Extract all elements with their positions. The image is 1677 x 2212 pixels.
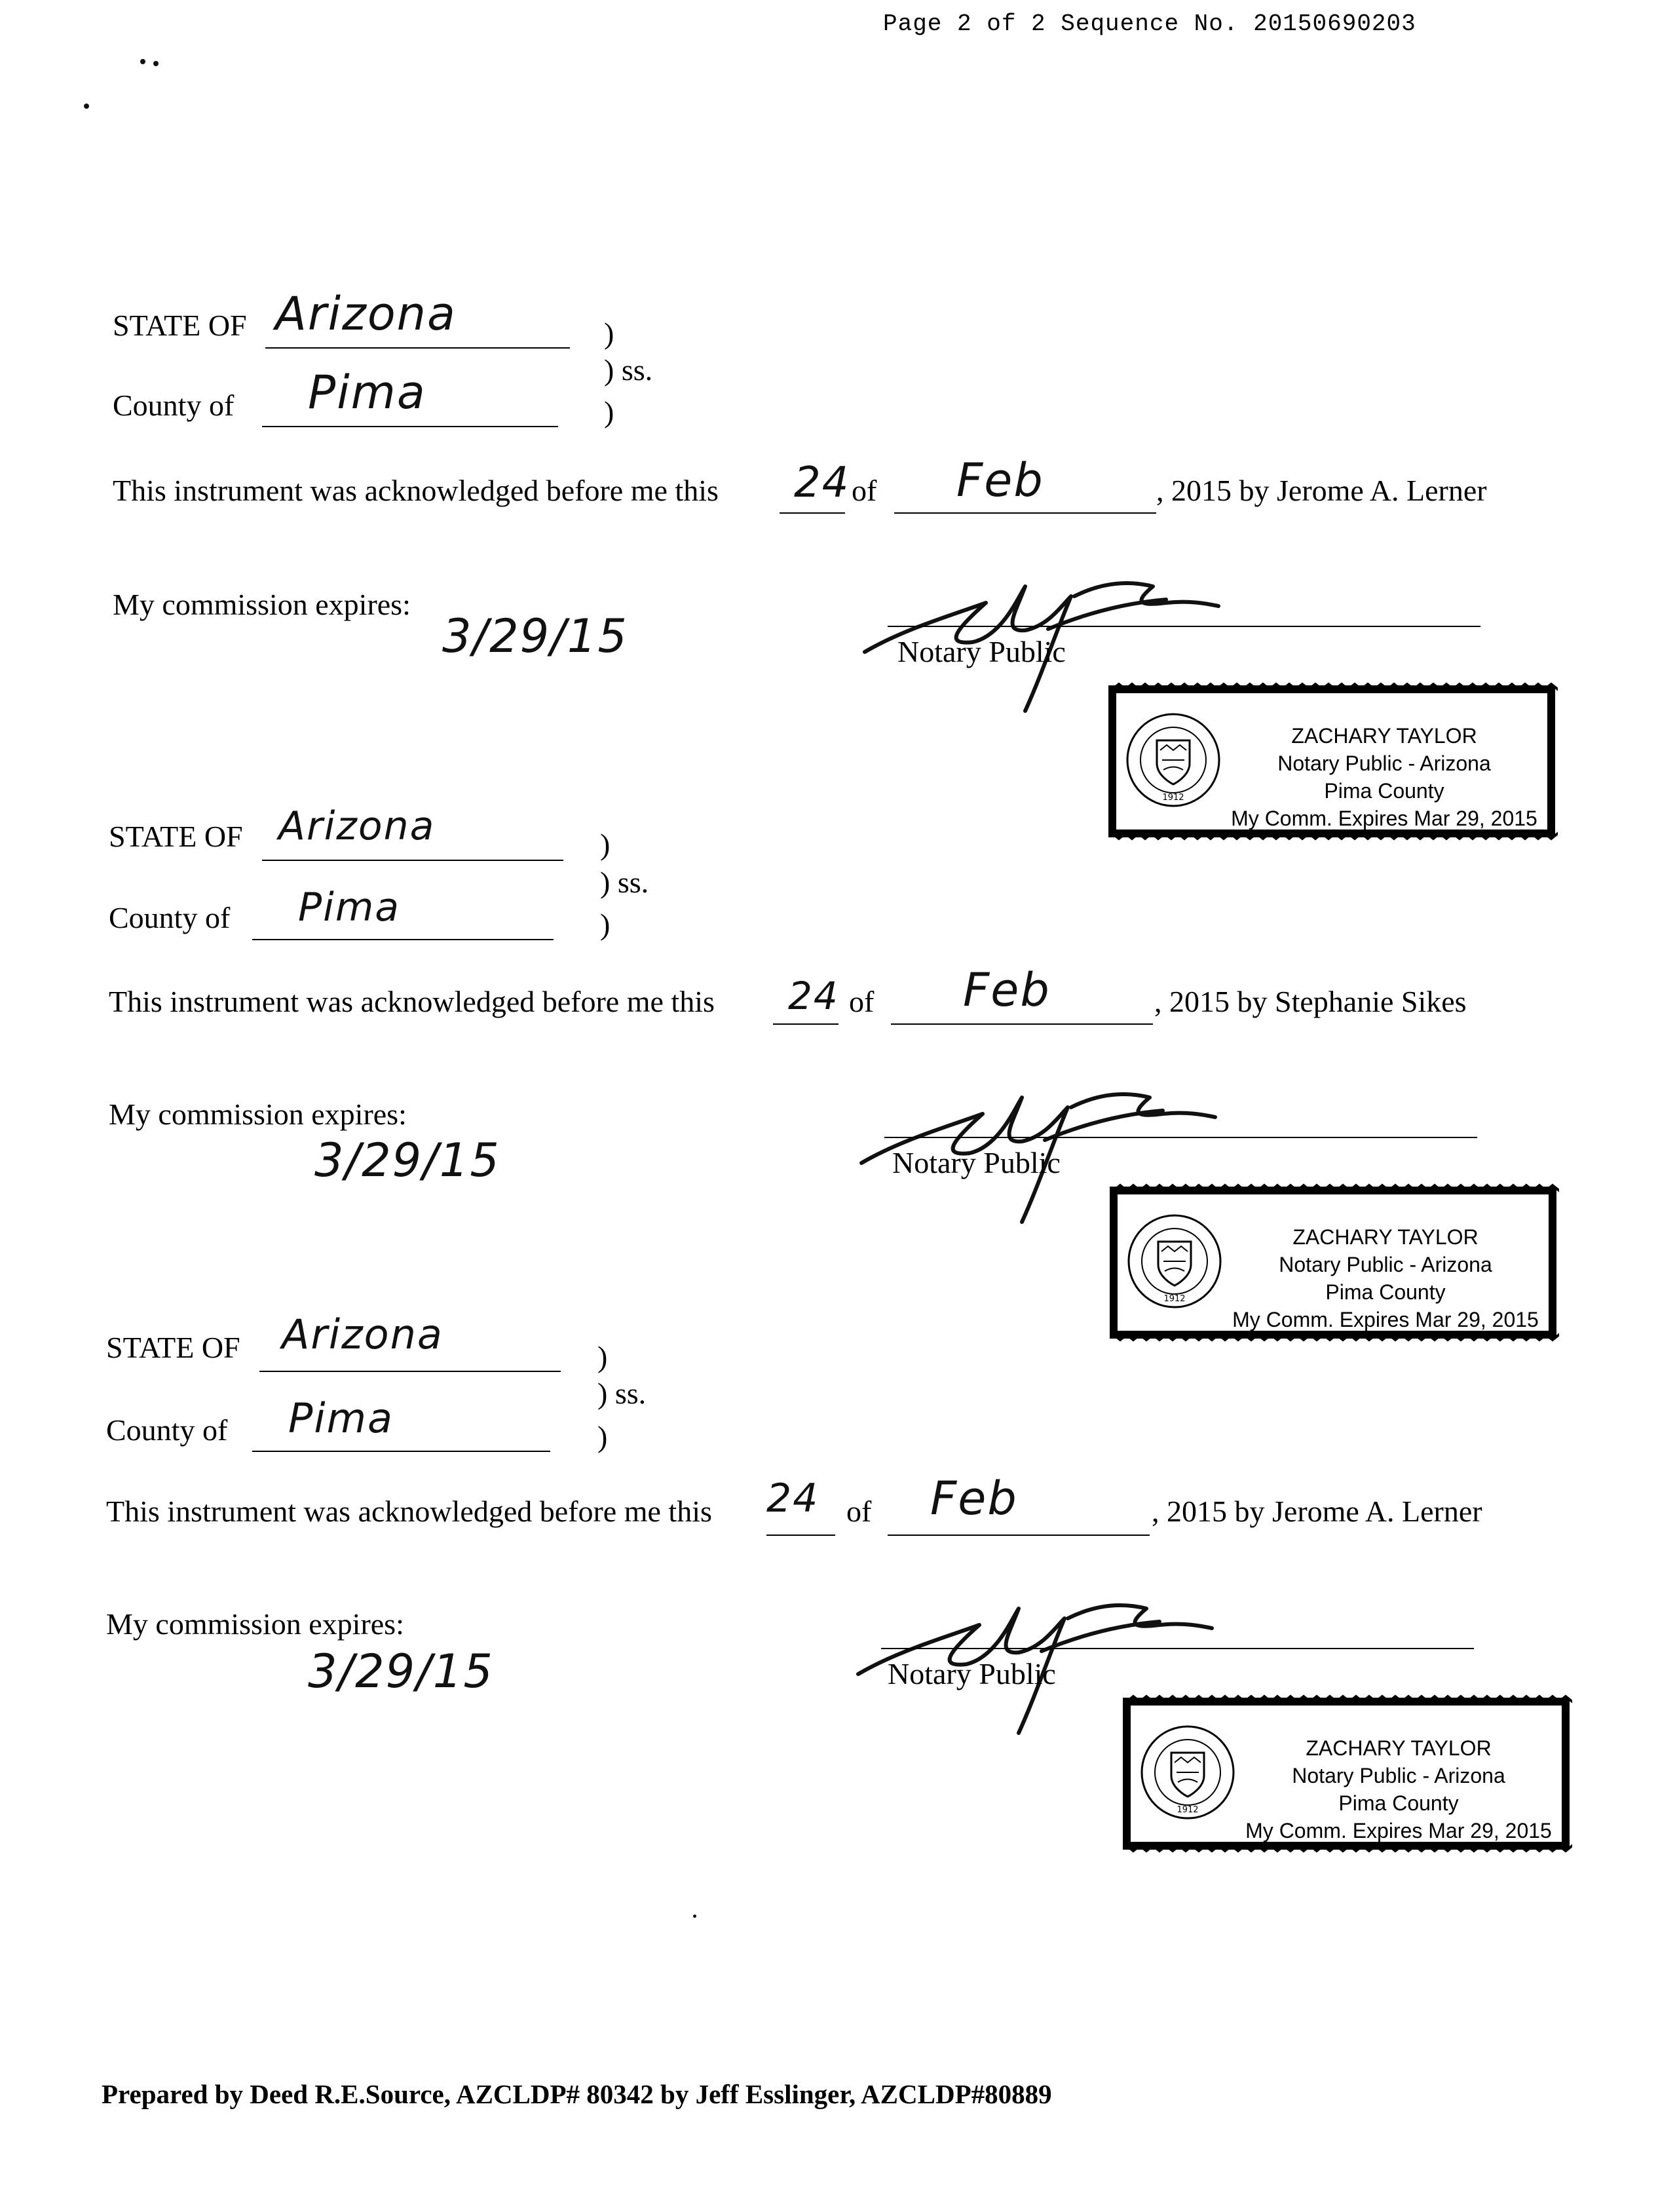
- state-of-label: STATE OF: [109, 820, 243, 853]
- notary-stamp: [1120, 1694, 1572, 1854]
- stamp-expiration: My Comm. Expires Mar 29, 2015: [1245, 1819, 1552, 1842]
- preparer-footer: Prepared by Deed R.E.Source, AZCLDP# 80342 by Jeff Esslinger, AZCLDP#80889: [102, 2079, 1052, 2109]
- stamp-notary-name: ZACHARY TAYLOR: [1292, 1225, 1479, 1249]
- scan-speck: [693, 1915, 696, 1918]
- county-handwritten: Pima: [298, 885, 401, 930]
- stamp-notary-name: ZACHARY TAYLOR: [1291, 724, 1477, 748]
- state-handwritten: Arizona: [282, 1310, 443, 1358]
- day-handwritten: 24: [788, 974, 839, 1018]
- arizona-state-seal-icon: [1139, 1723, 1237, 1821]
- day-handwritten: 24: [794, 459, 850, 507]
- scan-speck: [153, 61, 159, 66]
- stamp-notary-title: Notary Public - Arizona: [1277, 752, 1491, 775]
- notary-acknowledgment-block-3: [0, 1291, 1677, 1946]
- month-line: [888, 1535, 1150, 1536]
- svg-text:1912: 1912: [1163, 1294, 1186, 1304]
- month-handwritten: Feb: [963, 963, 1051, 1017]
- acknowledgment-text: This instrument was acknowledged before me this: [109, 985, 715, 1018]
- notary-public-label: Notary Public: [897, 635, 1066, 668]
- state-handwritten: Arizona: [278, 803, 436, 849]
- notary-signature-line: [888, 626, 1480, 627]
- scan-speck: [140, 59, 145, 64]
- month-handwritten: Feb: [930, 1472, 1018, 1525]
- commission-label: My commission expires:: [106, 1607, 404, 1641]
- stamp-expiration: My Comm. Expires Mar 29, 2015: [1232, 1308, 1539, 1331]
- state-handwritten: Arizona: [275, 287, 457, 341]
- ss-label: ) ss.: [597, 1377, 647, 1410]
- county-handwritten: Pima: [308, 366, 426, 419]
- notary-public-label: Notary Public: [892, 1146, 1061, 1179]
- page-sequence-header: Page 2 of 2 Sequence No. 20150690203: [883, 10, 1416, 37]
- county-line: [262, 426, 558, 427]
- month-handwritten: Feb: [956, 453, 1044, 507]
- commission-label: My commission expires:: [113, 588, 411, 621]
- state-line: [259, 1371, 561, 1372]
- stamp-notary-title: Notary Public - Arizona: [1292, 1764, 1505, 1787]
- notary-signature-line: [884, 1137, 1477, 1138]
- of-label: of: [849, 985, 875, 1018]
- svg-text:1912: 1912: [1162, 793, 1184, 803]
- year-and-signer: , 2015 by Jerome A. Lerner: [1156, 474, 1487, 507]
- ss-label: ) ss.: [600, 866, 649, 899]
- paren: ): [604, 316, 614, 350]
- county-line: [252, 939, 554, 940]
- acknowledgment-text: This instrument was acknowledged before me this: [106, 1495, 712, 1528]
- ss-label: ) ss.: [604, 353, 653, 387]
- state-of-label: STATE OF: [106, 1331, 240, 1364]
- day-line: [766, 1535, 835, 1536]
- notary-public-label: Notary Public: [888, 1657, 1056, 1690]
- month-line: [891, 1023, 1153, 1025]
- acknowledgment-text: This instrument was acknowledged before me this: [113, 474, 719, 507]
- stamp-expiration: My Comm. Expires Mar 29, 2015: [1231, 807, 1537, 830]
- scan-speck: [84, 104, 89, 109]
- notary-signature-line: [881, 1648, 1474, 1649]
- svg-text:1912: 1912: [1177, 1805, 1199, 1815]
- day-line: [773, 1023, 838, 1025]
- paren: ): [600, 907, 611, 941]
- of-label: of: [846, 1495, 872, 1528]
- paren: ): [597, 1420, 608, 1453]
- county-of-label: County of: [106, 1413, 228, 1447]
- state-line: [265, 347, 570, 349]
- state-line: [262, 860, 563, 861]
- day-line: [780, 512, 845, 514]
- county-line: [252, 1451, 550, 1452]
- commission-label: My commission expires:: [109, 1097, 407, 1131]
- stamp-notary-title: Notary Public - Arizona: [1279, 1253, 1492, 1276]
- stamp-county: Pima County: [1338, 1791, 1459, 1815]
- county-of-label: County of: [109, 901, 231, 934]
- paren: ): [604, 395, 614, 429]
- stamp-notary-name: ZACHARY TAYLOR: [1306, 1736, 1492, 1760]
- commission-date-handwritten: 3/29/15: [442, 609, 628, 663]
- month-line: [894, 512, 1156, 514]
- commission-date-handwritten: 3/29/15: [314, 1134, 500, 1187]
- state-of-label: STATE OF: [113, 309, 247, 342]
- county-of-label: County of: [113, 389, 235, 422]
- paren: ): [597, 1340, 608, 1373]
- paren: ): [600, 828, 611, 861]
- commission-date-handwritten: 3/29/15: [308, 1645, 494, 1698]
- county-handwritten: Pima: [288, 1394, 394, 1442]
- stamp-county: Pima County: [1324, 779, 1444, 803]
- year-and-signer: , 2015 by Stephanie Sikes: [1154, 985, 1467, 1018]
- year-and-signer: , 2015 by Jerome A. Lerner: [1152, 1495, 1482, 1528]
- stamp-county: Pima County: [1325, 1280, 1446, 1304]
- of-label: of: [852, 474, 877, 507]
- day-handwritten: 24: [766, 1476, 820, 1521]
